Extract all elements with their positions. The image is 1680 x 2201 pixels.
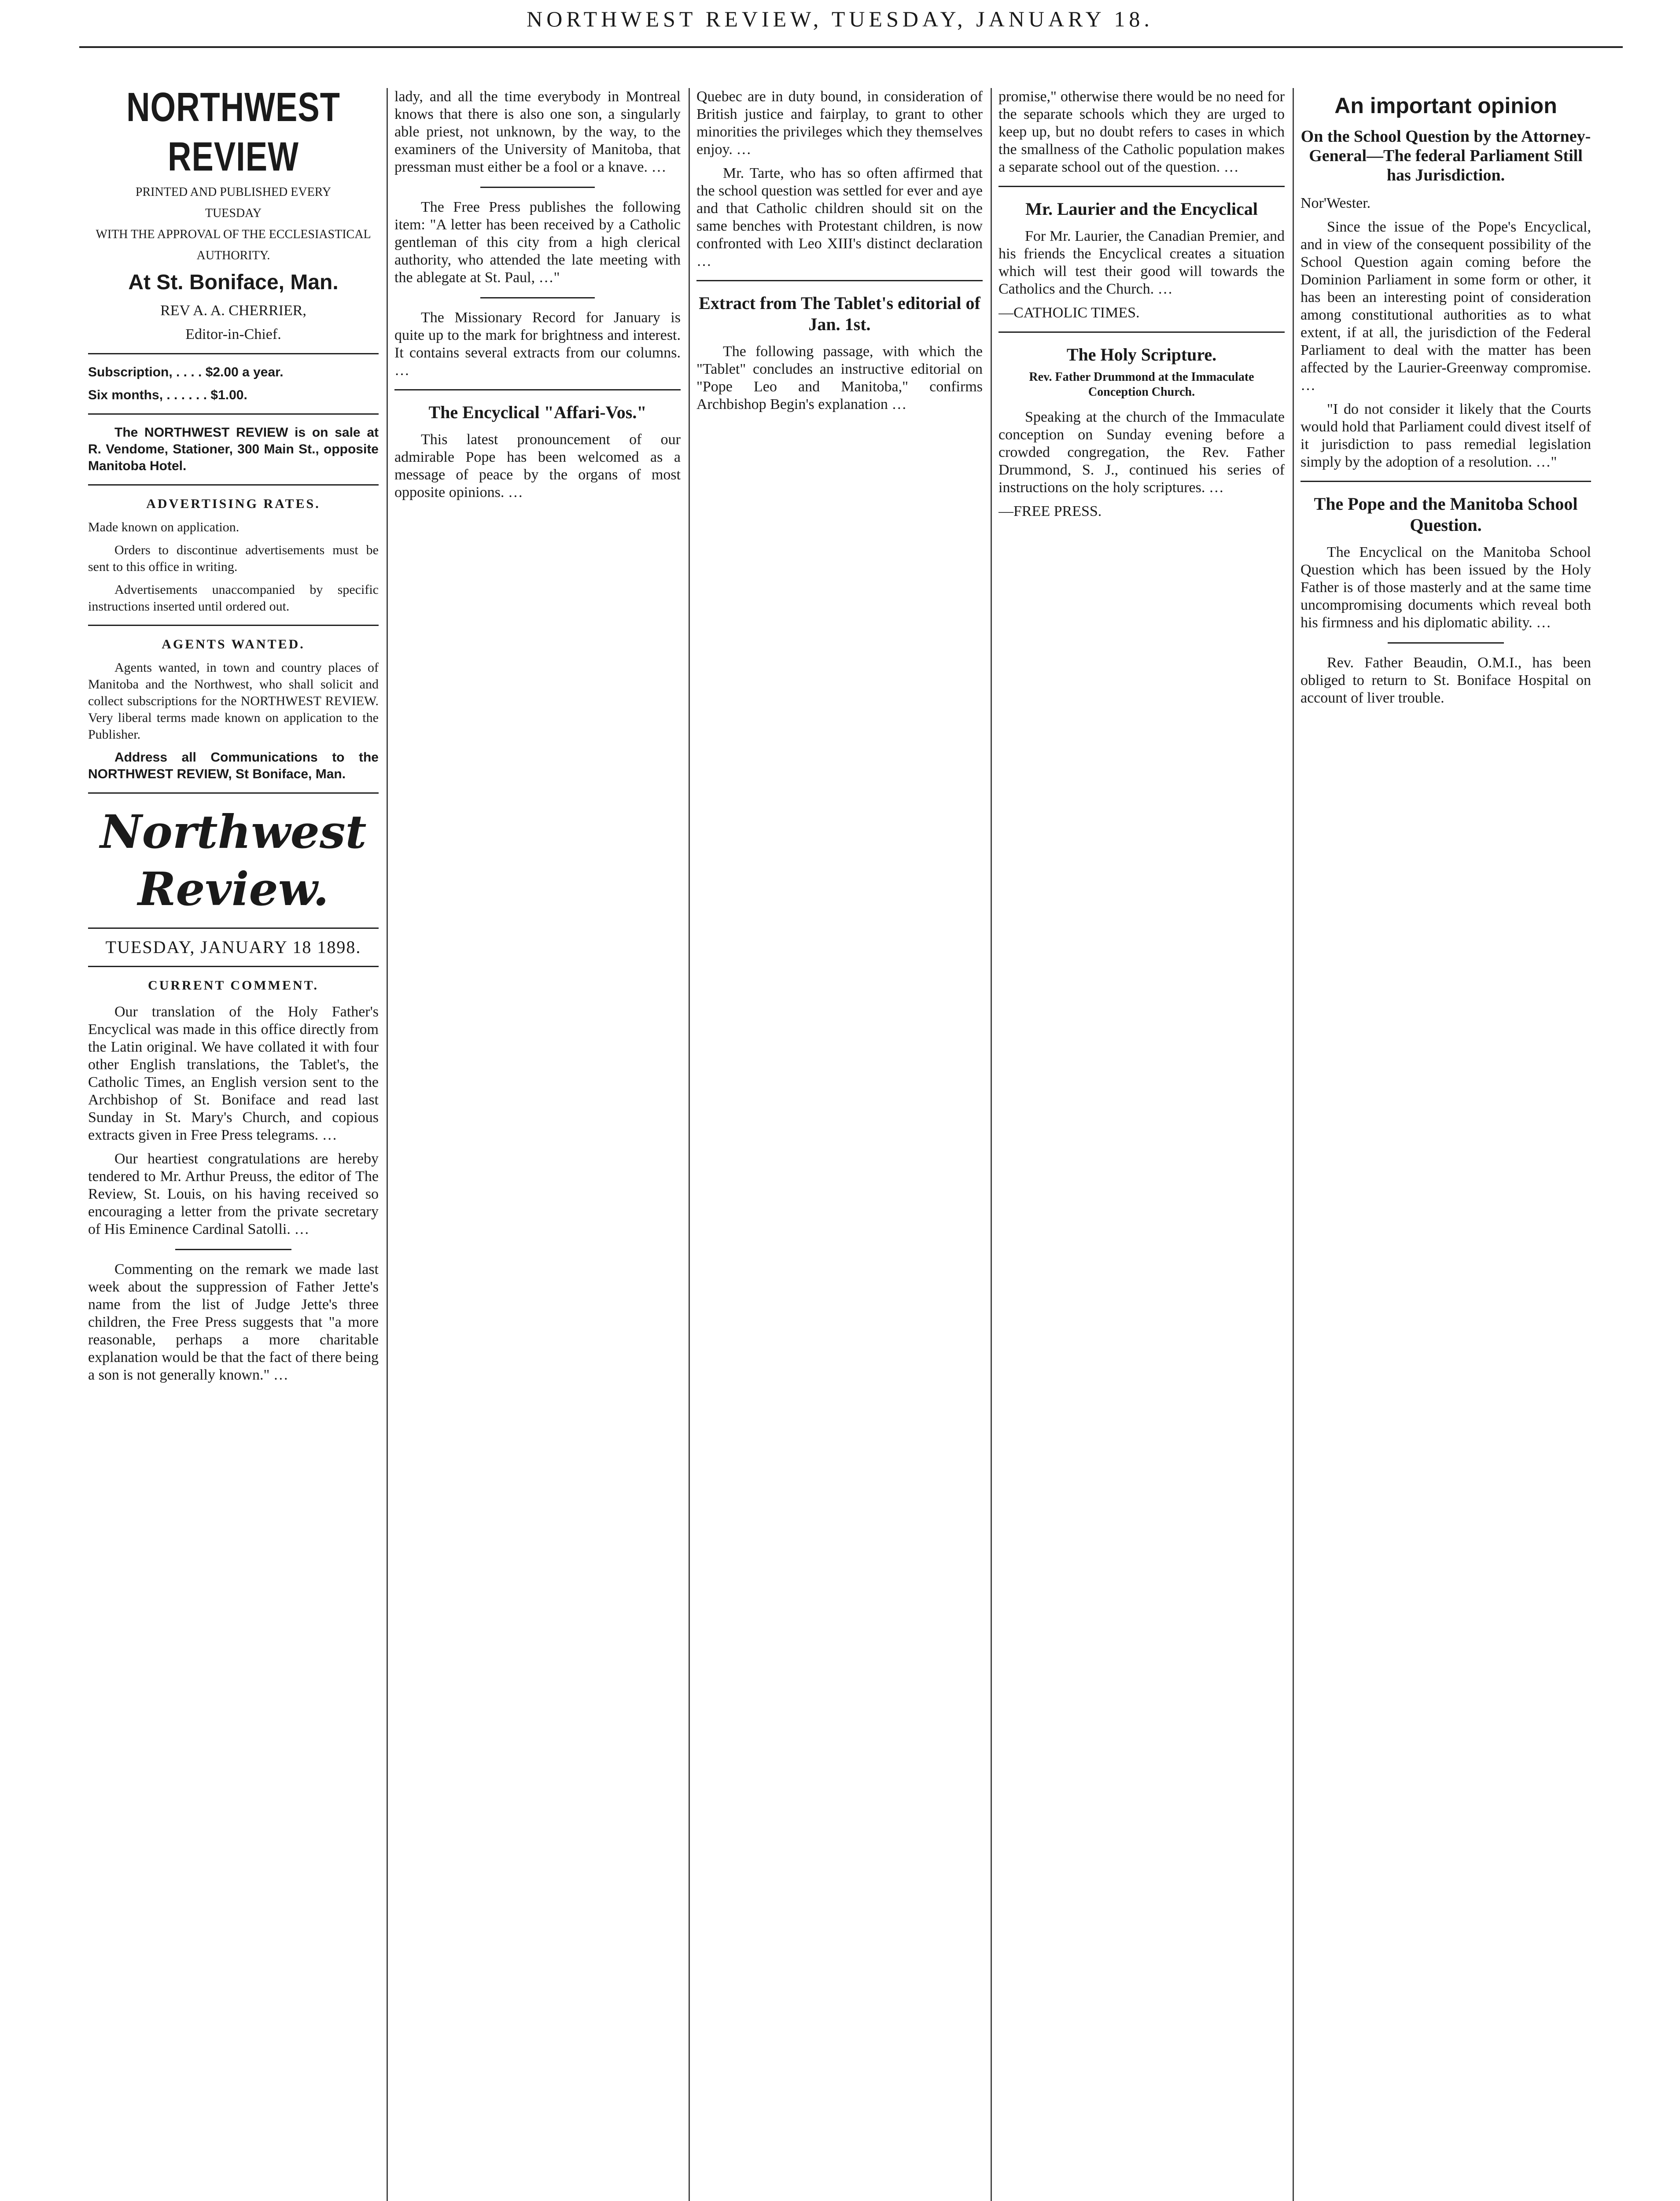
divider: [1301, 481, 1591, 482]
sale-note: The NORTHWEST REVIEW is on sale at R. Vendome, Stationer, 300 Main St., opposite Manitoba Hotel.: [88, 425, 379, 473]
divider: [480, 297, 595, 298]
article-paragraph: The following passage, with which the "Tablet" concludes an instructive editorial on "Pope Leo and Manitoba," confirms Archbishop Begin's explanation …: [696, 343, 983, 412]
article-heading: Mr. Laurier and the Encyclical: [1025, 199, 1258, 219]
divider: [88, 484, 379, 486]
article-credit: —FREE PRESS.: [998, 503, 1102, 519]
masthead-line: TUESDAY: [205, 206, 262, 220]
divider: [696, 280, 983, 281]
divider: [88, 792, 379, 794]
masthead-editor-role: Editor-in-Chief.: [185, 326, 281, 342]
rates-heading: ADVERTISING RATES.: [146, 497, 321, 511]
article-paragraph: Since the issue of the Pope's Encyclical, and in view of the consequent possibility of the School Question again coming before the Dominion Parliament in some form or other, it has been an interesting point of consideration among constitutional authorities as to what extent, if at all, the jurisdiction of the Federal Parliament to deal with the matter has been affected by the Laurier-Greenway compromise. …: [1301, 219, 1591, 394]
dateline: TUESDAY, JANUARY 18 1898.: [105, 937, 361, 957]
masthead-title: NORTHWEST REVIEW: [126, 88, 340, 180]
current-comment-heading: CURRENT COMMENT.: [148, 978, 319, 993]
masthead-line: AUTHORITY.: [196, 249, 270, 262]
article-paragraph: Rev. Father Beaudin, O.M.I., has been obliged to return to St. Boniface Hospital on account of liver trouble.: [1301, 655, 1591, 706]
column-divider: [991, 88, 992, 2201]
divider: [88, 928, 379, 929]
column-4: [998, 88, 1285, 2201]
article-paragraph: lady, and all the time everybody in Montreal knows that there is also one son, a singularly able priest, not unknown, by the way, to the examiners of the University of Manitoba, that pressman must either be a fool or a knave. …: [394, 88, 681, 175]
article-heading: The Holy Scripture.: [1066, 345, 1217, 364]
rates-line: Advertisements unaccompanied by specific instructions inserted until ordered out.: [88, 582, 379, 614]
running-head: NORTHWEST REVIEW, TUESDAY, JANUARY 18.: [527, 7, 1153, 31]
masthead-line: WITH THE APPROVAL OF THE ECCLESIASTICAL: [96, 228, 371, 241]
divider: [480, 187, 595, 188]
article-heading: An important opinion: [1334, 93, 1557, 118]
address-line: Address all Communications to the NORTHWEST REVIEW, St Boniface, Man.: [88, 750, 379, 781]
divider: [998, 186, 1285, 187]
article-paragraph: Our translation of the Holy Father's Encyclical was made in this office directly from the Latin original. We have collated it with four other English translations, the Tablet's, the Catholic Times, an English version sent to the Archbishop of St. Boniface and read last Sunday in St. Mary's Church, and copious extracts given in Free Press telegrams. …: [88, 1004, 379, 1143]
article-paragraph: Commenting on the remark we made last week about the suppression of Father Jette's name from the list of Judge Jette's three children, the Free Press suggests that "a more reasonable, perhaps a more charitable explanation would be that the fact of there being a son is not generally known." …: [88, 1261, 379, 1383]
agents-body: Agents wanted, in town and country places of Manitoba and the Northwest, who shall solicit and collect subscriptions for the NORTHWEST REVIEW. Very liberal terms made known on application to the Publisher.: [88, 660, 379, 742]
article-paragraph: Quebec are in duty bound, in consideration of British justice and fairplay, to grant to other minorities the privileges which they themselves enjoy. …: [696, 88, 983, 158]
rates-line: Orders to discontinue advertisements must be sent to this office in writing.: [88, 543, 379, 574]
article-paragraph: "I do not consider it likely that the Courts would hold that Parliament could divest itself of it jurisdiction to pass remedial legislation simply by the adoption of a resolution. …": [1301, 401, 1591, 470]
article-paragraph: Our heartiest congratulations are hereby tendered to Mr. Arthur Preuss, the editor of The Review, St. Louis, on his having received so encouraging a letter from the private secretary of His Eminence Cardinal Satolli. …: [88, 1151, 379, 1237]
divider: [88, 353, 379, 354]
column-divider: [689, 88, 690, 2201]
masthead-place: At St. Boniface, Man.: [128, 271, 339, 294]
agents-heading: AGENTS WANTED.: [162, 637, 305, 651]
article-source: Nor'Wester.: [1301, 195, 1371, 211]
rates-line: Made known on application.: [88, 520, 239, 534]
article-credit: —CATHOLIC TIMES.: [998, 305, 1140, 321]
subscription-six: Six months, . . . . . . $1.00.: [88, 388, 247, 402]
article-paragraph: The Missionary Record for January is quite up to the mark for brightness and interest. It contains several extracts from our columns. …: [394, 309, 681, 379]
column-divider: [1293, 88, 1294, 2201]
article-heading: The Pope and the Manitoba School Question.: [1314, 494, 1578, 535]
column-1: [88, 88, 379, 2201]
article-paragraph: Mr. Tarte, who has so often affirmed that the school question was settled for ever and aye and that Catholic children should sit on the same benches with Protestant children, is now confronted with Leo XIII's distinct declaration …: [696, 165, 983, 269]
masthead-editor: REV A. A. CHERRIER,: [160, 302, 306, 319]
article-paragraph: This latest pronouncement of our admirable Pope has been welcomed as a message of peace by the organs of most opposite opinions. …: [394, 431, 681, 501]
nameplate: Northwest Review.: [100, 805, 367, 916]
article-paragraph: The Encyclical on the Manitoba School Question which has been issued by the Holy Father is of those masterly and at the same time uncompromising documents which reveal both his firmness and his diplomatic ability. …: [1301, 544, 1591, 631]
article-heading: The Encyclical "Affari-Vos.": [428, 402, 647, 422]
divider: [88, 625, 379, 626]
article-deck: On the School Question by the Attorney-General—The federal Parliament Still has Jurisdiction.: [1301, 127, 1591, 184]
article-paragraph: For Mr. Laurier, the Canadian Premier, and his friends the Encyclical creates a situation which will test their good will towards the Catholics and the Church. …: [998, 228, 1285, 297]
subscription-year: Subscription, . . . . $2.00 a year.: [88, 365, 284, 379]
article-subheading: Rev. Father Drummond at the Immaculate Conception Church.: [1029, 370, 1254, 399]
divider: [394, 389, 681, 390]
article-heading: Extract from The Tablet's editorial of Jan. 1st.: [699, 293, 980, 334]
column-divider: [387, 88, 388, 2201]
divider: [88, 413, 379, 415]
divider: [998, 331, 1285, 333]
divider: [88, 966, 379, 967]
divider: [1388, 642, 1504, 644]
article-paragraph: promise," otherwise there would be no need for the separate schools which they are urged to keep up, but no doubt refers to cases in which the smallness of the Catholic population makes a separate school out of the question. …: [998, 88, 1285, 175]
article-paragraph: Speaking at the church of the Immaculate conception on Sunday evening before a crowded congregation, the Rev. Father Drummond, S. J., continued his series of instructions on the holy scriptures. …: [998, 409, 1285, 496]
masthead-line: PRINTED AND PUBLISHED EVERY: [135, 185, 332, 199]
column-3: [696, 88, 983, 2201]
top-rule: [79, 46, 1623, 48]
column-5: [1301, 88, 1591, 2201]
divider: [175, 1249, 291, 1250]
article-paragraph: The Free Press publishes the following item: "A letter has been received by a Catholic gentleman of this city from a high clerical authority, who attended the late meeting with the ablegate at St. Paul, …": [394, 199, 681, 286]
column-2: [394, 88, 681, 2201]
